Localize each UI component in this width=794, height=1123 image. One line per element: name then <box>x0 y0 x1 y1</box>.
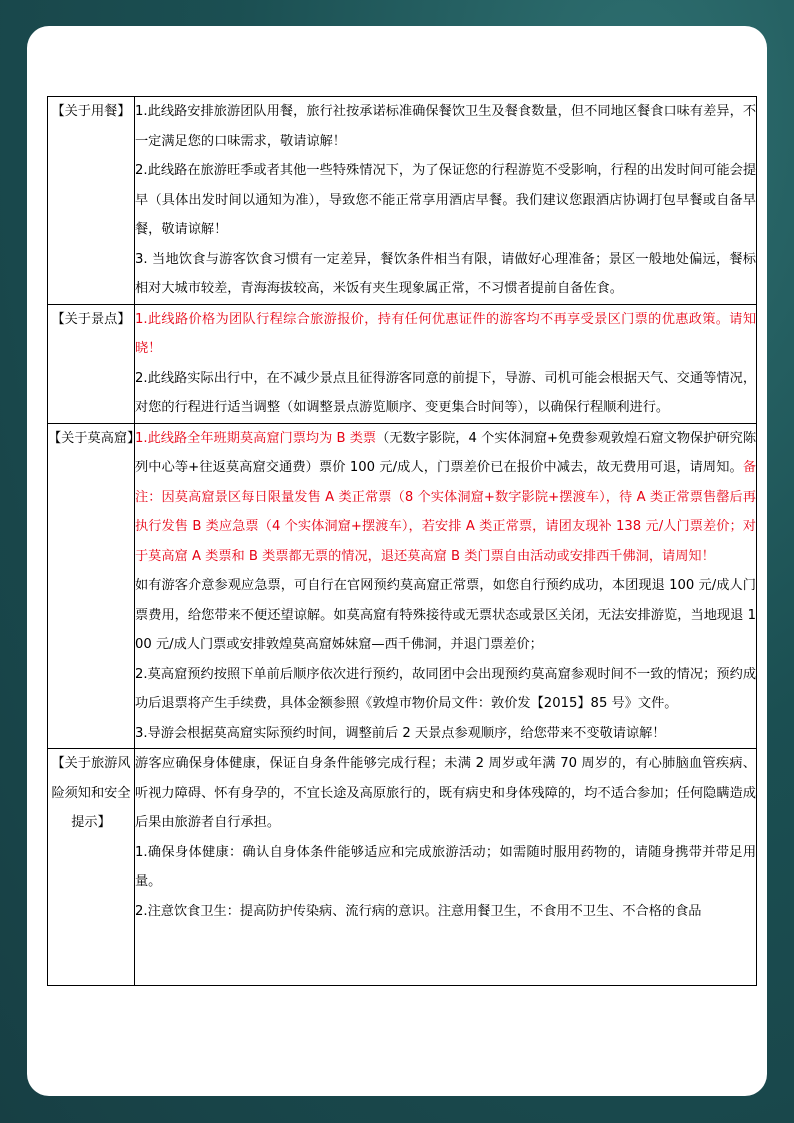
paragraph <box>135 719 756 749</box>
body-text: 游客应确保身体健康，保证自身条件能够完成行程；未满 2 周岁或年满 70 周岁的，有心肺脑血管疾病、听视力障碍、怀有身孕的，不宜长途及高原旅行的，既有病史和身体残障的，均不适合参加；任何隐瞒造成后果由旅游者自行承担。 <box>135 756 756 830</box>
highlight-text: 备注：因莫高窟景区每日限量发售 A 类正常票（8 个实体洞窟+数字影院+摆渡车），待 A 类正常票售罄后再执行发售 B 类应急票（4 个实体洞窟+摆渡车），若安排 A 类正常票，请团友现补 138 元/人门票差价；对于莫高窟 A 类票和 B 类票都无票的情况，退还莫高窟 B 类门票自由活动或安排西千佛洞，请周知！ <box>135 460 756 564</box>
section-label: 【关于用餐】 <box>48 97 135 305</box>
paragraph <box>135 424 756 572</box>
section-row-dining <box>48 97 757 305</box>
paragraph <box>135 245 756 304</box>
section-content <box>135 749 757 986</box>
section-label: 【关于景点】 <box>48 304 135 423</box>
body-text: 2.莫高窟预约按照下单前后顺序依次进行预约，故同团中会出现预约莫高窟参观时间不一致的情况；预约成功后退票将产生手续费，具体金额参照《敦煌市物价局文件：敦价发【2015】85 号》文件。 <box>135 666 756 711</box>
section-content <box>135 304 757 423</box>
section-label: 【关于莫高窟】 <box>48 423 135 749</box>
paragraph <box>135 364 756 423</box>
body-text: 如有游客介意参观应急票，可自行在官网预约莫高窟正常票，如您自行预约成功，本团现退 100 元/成人门票费用，给您带来不便还望谅解。如莫高窟有特殊接待或无票状态或景区关闭，无法安排游览，当地现退 100 元/成人门票或安排敦煌莫高窟姊妹窟—西千佛洞，并退门票差价； <box>135 578 756 652</box>
body-text: 2.此线路在旅游旺季或者其他一些特殊情况下，为了保证您的行程游览不受影响，行程的出发时间可能会提早（具体出发时间以通知为准），导致您不能正常享用酒店早餐。我们建议您跟酒店协调打包早餐或自备早餐，敬请谅解！ <box>135 163 756 237</box>
body-text: 3.导游会根据莫高窟实际预约时间，调整前后 2 天景点参观顺序，给您带来不变敬请谅解！ <box>135 725 666 741</box>
highlight-text: 1.此线路价格为团队行程综合旅游报价，持有任何优惠证件的游客均不再享受景区门票的优惠政策。请知晓！ <box>135 311 756 356</box>
body-text: 1.确保身体健康：确认自身体条件能够适应和完成旅游活动；如需随时服用药物的，请随身携带并带足用量。 <box>135 844 756 889</box>
section-row-attractions <box>48 304 757 423</box>
paragraph <box>135 660 756 719</box>
paragraph <box>135 156 756 245</box>
paragraph <box>135 97 756 156</box>
section-content <box>135 97 757 305</box>
section-row-safety <box>48 749 757 986</box>
body-text: 3. 当地饮食与游客饮食习惯有一定差异，餐饮条件相当有限，请做好心理准备；景区一般地处偏远，餐标相对大城市较差，青海海拔较高，米饭有夹生现象属正常，不习惯者提前自备佐食。 <box>135 251 756 296</box>
paragraph <box>135 838 756 897</box>
body-text: 1.此线路安排旅游团队用餐，旅行社按承诺标准确保餐饮卫生及餐食数量，但不同地区餐食口味有差异，不一定满足您的口味需求，敬请谅解！ <box>135 104 756 149</box>
paragraph <box>135 897 756 927</box>
body-text: 2.此线路实际出行中，在不减少景点且征得游客同意的前提下，导游、司机可能会根据天气、交通等情况，对您的行程进行适当调整（如调整景点游览顺序、变更集合时间等），以确保行程顺利进行。 <box>135 370 756 415</box>
section-label: 【关于旅游风险须知和安全提示】 <box>48 749 135 986</box>
highlight-text: 1.此线路全年班期莫高窟门票均为 B 类票 <box>135 430 377 446</box>
notes-table <box>47 96 757 986</box>
paragraph <box>135 571 756 660</box>
paragraph <box>135 305 756 364</box>
body-text: （无数字影院，4 个实体洞窟+免费参观敦煌石窟文物保护研究陈列中心等+往返莫高窟交通费）票价 100 元/成人，门票差价已在报价中减去，故无费用可退，请周知。 <box>135 430 757 475</box>
section-row-mogao <box>48 423 757 749</box>
paragraph <box>135 749 756 838</box>
section-content <box>135 423 757 749</box>
body-text: 2.注意饮食卫生：提高防护传染病、流行病的意识。注意用餐卫生，不食用不卫生、不合格的食品 <box>135 903 702 919</box>
page-card <box>27 26 767 1096</box>
